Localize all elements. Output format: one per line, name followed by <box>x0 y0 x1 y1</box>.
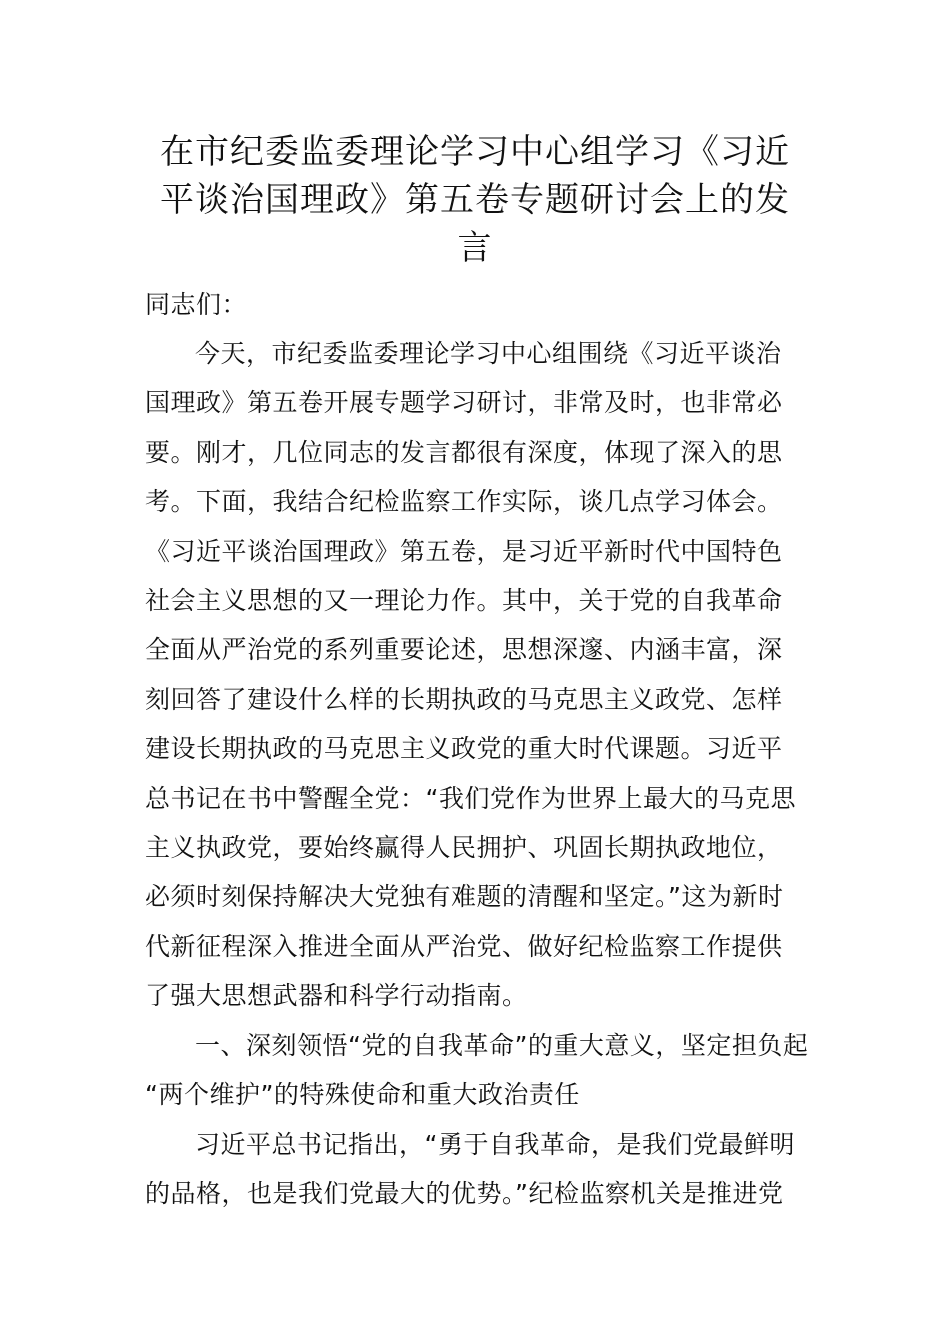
body-line: 总书记在书中警醒全党：“我们党作为世界上最大的马克思 <box>145 783 796 813</box>
body-line: 了强大思想武器和科学行动指南。 <box>145 981 528 1011</box>
body-line: 习近平总书记指出，“勇于自我革命，是我们党最鲜明 <box>195 1129 795 1159</box>
section-heading-line: 一、深刻领悟“党的自我革命”的重大意义，坚定担负起 <box>195 1030 809 1060</box>
title-line: 在市纪委监委理论学习中心组学习《习近 <box>160 132 790 172</box>
salutation: 同志们： <box>145 290 248 319</box>
body-line: 必须时刻保持解决大党独有难题的清醒和坚定。”这为新时 <box>145 882 784 912</box>
body-line: 社会主义思想的又一理论力作。其中，关于党的自我革命 <box>145 586 783 616</box>
body-line: 要。刚才，几位同志的发言都很有深度，体现了深入的思 <box>145 437 783 467</box>
body-line: 《习近平谈治国理政》第五卷，是习近平新时代中国特色 <box>145 536 783 566</box>
body-line: 代新征程深入推进全面从严治党、做好纪检监察工作提供 <box>145 931 783 961</box>
document-body <box>145 329 809 1218</box>
title-line: 言 <box>457 228 493 268</box>
body-line: 今天，市纪委监委理论学习中心组围绕《习近平谈治 <box>195 339 782 368</box>
body-line: 建设长期执政的马克思主义政党的重大时代课题。习近平 <box>145 734 783 764</box>
title-line: 平谈治国理政》第五卷专题研讨会上的发 <box>160 180 790 220</box>
body-line: 国理政》第五卷开展专题学习研讨，非常及时，也非常必 <box>145 388 783 418</box>
body-line: 的品格，也是我们党最大的优势。”纪检监察机关是推进党 <box>145 1178 784 1208</box>
body-line: 全面从严治党的系列重要论述，思想深邃、内涵丰富，深 <box>145 635 783 665</box>
body-line: 刻回答了建设什么样的长期执政的马克思主义政党、怎样 <box>145 684 783 714</box>
document-title <box>145 128 805 272</box>
section-heading-line: “两个维护”的特殊使命和重大政治责任 <box>145 1080 580 1110</box>
body-line: 考。下面，我结合纪检监察工作实际，谈几点学习体会。 <box>145 487 783 517</box>
body-line: 主义执政党，要始终赢得人民拥护、巩固长期执政地位， <box>145 833 783 863</box>
